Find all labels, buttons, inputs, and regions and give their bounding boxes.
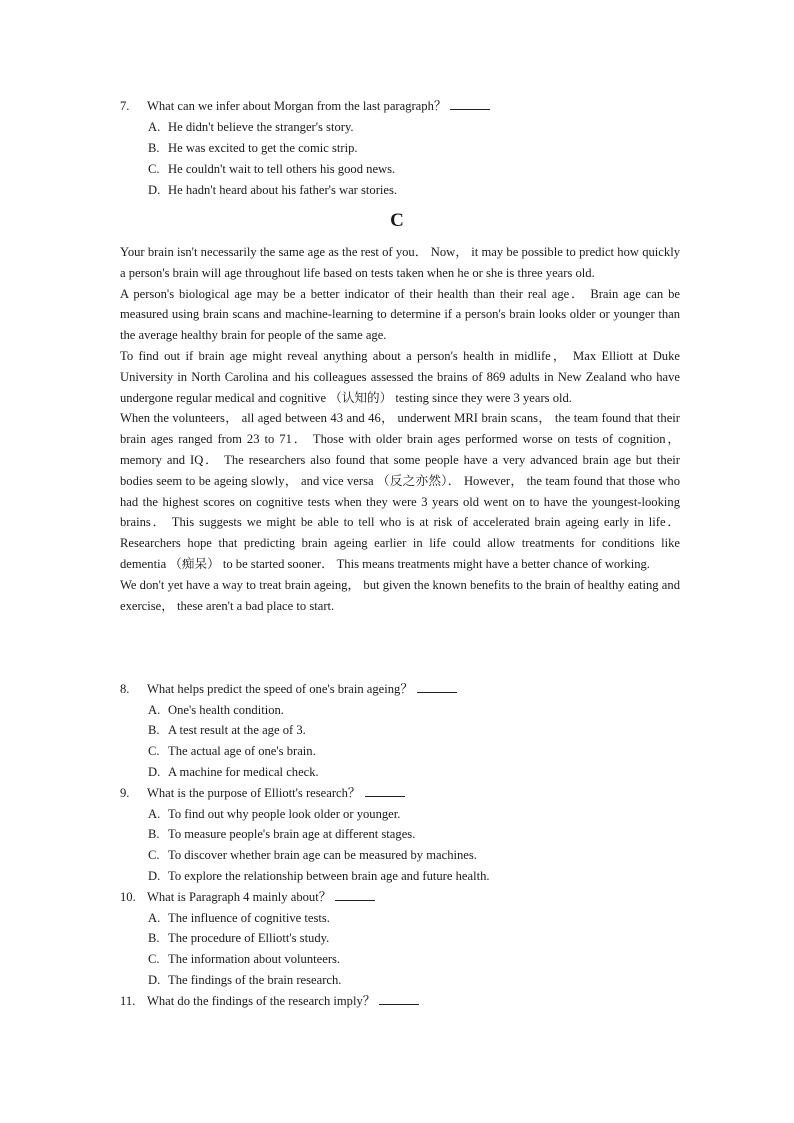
passage-paragraph-1: Your brain isn't necessarily the same age as the rest of you． Now， it may be possible to predict how quickly a person's brain will age throughout life based on tests taken when he or she is three years old. — [120, 245, 680, 280]
option-10a: A. The influence of cognitive tests. — [148, 911, 330, 925]
option-7b: B. He was excited to get the comic strip. — [148, 141, 358, 155]
option-10d: D. The findings of the brain research. — [148, 973, 342, 987]
question-number: 11. — [120, 994, 136, 1008]
question-text: What can we infer about Morgan from the last paragraph？ — [147, 99, 447, 113]
passage-paragraph-3: To find out if brain age might reveal anything about a person's health in midlife， Max Elliott at Duke University in North Carolina and his colleagues assessed the brains of 869 adults in New Zealand who have undergone regular medical and cognitive （认知的） testing since they were 3 years old. — [120, 348, 680, 405]
question-7 — [120, 96, 680, 116]
question-text: What is the purpose of Elliott's research？ — [147, 786, 361, 800]
option-9c: C. To discover whether brain age can be measured by machines. — [148, 848, 477, 862]
question-9 — [120, 783, 680, 803]
option-9b: B. To measure people's brain age at different stages. — [148, 827, 416, 841]
answer-blank — [450, 97, 490, 110]
question-10 — [120, 887, 680, 907]
answer-blank — [335, 888, 375, 901]
question-11 — [120, 991, 680, 1011]
reading-passage — [120, 242, 680, 616]
question-number: 10. — [120, 890, 136, 904]
passage-paragraph-2: A person's biological age may be a better indicator of their health than their real age． Brain age can be measured using brain scans and machine-learning to determine if a person's brain looks older or younger than the average healthy brain for people of the same age. — [120, 286, 680, 343]
question-text: What do the findings of the research imply？ — [147, 994, 376, 1008]
option-9d: D. To explore the relationship between brain age and future health. — [148, 869, 490, 883]
question-number: 9. — [120, 786, 130, 800]
option-10c: C. The information about volunteers. — [148, 952, 341, 966]
option-8b: B. A test result at the age of 3. — [148, 723, 306, 737]
question-text: What is Paragraph 4 mainly about？ — [147, 890, 332, 904]
section-title: C — [390, 210, 404, 231]
option-9a: A. To find out why people look older or younger. — [148, 807, 401, 821]
question-8 — [120, 679, 680, 699]
passage-paragraph-4: When the volunteers， all aged between 43 and 46， underwent MRI brain scans， the team found that their brain ages ranged from 23 to 71． Those with older brain ages performed worse on tests of cognition， memory and IQ． The researchers also found that some people have a very advanced brain age but their bodies seem to be ageing slowly， and vice versa （反之亦然）． However， the team found that those who had the highest scores on cognitive tests when they were 3 years old went on to have the youngest-looking brains． This suggests we might be able to tell who is at risk of accelerated brain ageing early in life． Researchers hope that predicting brain ageing earlier in life could allow treatments for conditions like dementia （痴呆） to be started sooner． This means treatments might have a better chance of working. — [120, 411, 680, 571]
option-8d: D. A machine for medical check. — [148, 765, 319, 779]
option-10b: B. The procedure of Elliott's study. — [148, 931, 330, 945]
option-8c: C. The actual age of one's brain. — [148, 744, 316, 758]
answer-blank — [379, 992, 419, 1005]
passage-paragraph-5: We don't yet have a way to treat brain ageing， but given the known benefits to the brain of healthy eating and exercise， these aren't a bad place to start. — [120, 577, 680, 613]
option-7d: D. He hadn't heard about his father's war stories. — [148, 183, 398, 197]
question-number: 7. — [120, 99, 130, 113]
answer-blank — [417, 680, 457, 693]
answer-blank — [365, 784, 405, 797]
option-8a: A. One's health condition. — [148, 703, 284, 717]
question-number: 8. — [120, 682, 130, 696]
option-7c: C. He couldn't wait to tell others his good news. — [148, 162, 396, 176]
option-7a: A. He didn't believe the stranger's story. — [148, 120, 354, 134]
question-text: What helps predict the speed of one's brain ageing？ — [147, 682, 413, 696]
